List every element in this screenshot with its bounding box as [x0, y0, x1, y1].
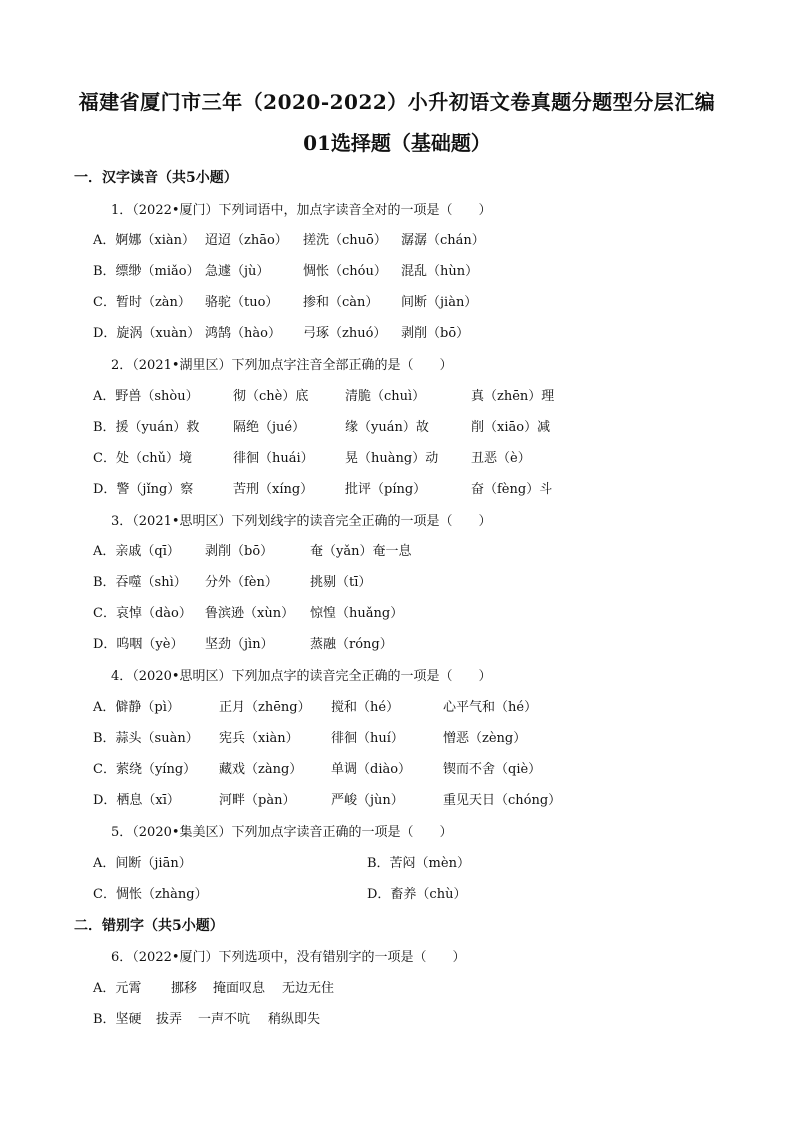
option-item: 搅和（hé）	[331, 700, 400, 715]
option-item: 削（xiāo）减	[471, 420, 551, 435]
option-item: 分外（fèn）	[205, 575, 278, 590]
document-subtitle: 01选择题（基础题）	[303, 131, 491, 155]
option-item: 徘徊（huái）	[233, 451, 314, 466]
option-item: C．暂时（zàn）	[93, 295, 191, 310]
option-item: B．缥缈（miǎo）	[93, 264, 200, 279]
option-item: 拔弄	[156, 1012, 183, 1027]
question-3: 3．（2021•思明区）下列划线字的读音完全正确的一项是（ ）	[111, 514, 492, 529]
option-item: 丑恶（è）	[471, 451, 531, 466]
section-heading-typos: 二．错别字（共5小题）	[74, 918, 224, 934]
option-item: 锲而不舍（qiè）	[443, 762, 542, 777]
q6-option-a	[93, 977, 753, 997]
question-6: 6．（2022•厦门）下列选项中，没有错别字的一项是（ ）	[111, 950, 466, 965]
option-item: D．警（jǐng）察	[93, 482, 194, 497]
q1-option-b	[93, 260, 753, 280]
option-item: D．旋涡（xuàn）	[93, 326, 201, 341]
q3-option-c	[93, 602, 753, 622]
option-item: C．惆怅（zhàng）	[93, 887, 208, 902]
option-item: D．畜养（chù）	[367, 887, 467, 902]
q4-option-c	[93, 758, 753, 778]
option-item: 掩面叹息	[213, 981, 266, 996]
option-item: 正月（zhēng）	[219, 700, 311, 715]
section-heading-pronunciation: 一．汉字读音（共5小题）	[74, 170, 238, 186]
question-5: 5．（2020•集美区）下列加点字读音正确的一项是（ ）	[111, 825, 453, 840]
option-item: 弓琢（zhuó）	[303, 326, 387, 341]
q3-option-d	[93, 633, 753, 653]
q2-option-d	[93, 478, 753, 498]
q5-options-ab	[93, 852, 753, 872]
option-item: 彻（chè）底	[233, 389, 309, 404]
q5-options-cd	[93, 883, 753, 903]
option-item: A．亲戚（qī）	[93, 544, 180, 559]
q1-option-d	[93, 322, 753, 342]
option-item: 清脆（chuì）	[345, 389, 426, 404]
option-item: 一声不吭	[198, 1012, 251, 1027]
option-item: B．援（yuán）救	[93, 420, 200, 435]
option-item: A．野兽（shòu）	[93, 389, 199, 404]
q6-option-b	[93, 1008, 753, 1028]
q3-option-b	[93, 571, 753, 591]
option-item: 潺潺（chán）	[401, 233, 485, 248]
option-item: 河畔（pàn）	[219, 793, 296, 808]
option-item: 宪兵（xiàn）	[219, 731, 299, 746]
option-item: 惊惶（huǎng）	[310, 606, 404, 621]
option-item: 坚劲（jìn）	[205, 637, 274, 652]
option-item: 心平气和（hé）	[443, 700, 538, 715]
q4-option-d	[93, 789, 753, 809]
option-item: 批评（píng）	[345, 482, 427, 497]
option-item: B．吞噬（shì）	[93, 575, 187, 590]
option-item: D．呜咽（yè）	[93, 637, 184, 652]
option-item: A．僻静（pì）	[93, 700, 180, 715]
q1-option-a	[93, 229, 753, 249]
question-1: 1．（2022•厦门）下列词语中，加点字读音全对的一项是（ ）	[111, 203, 492, 218]
q2-option-b	[93, 416, 753, 436]
option-item: 混乱（hùn）	[401, 264, 479, 279]
option-item: 剥削（bō）	[205, 544, 274, 559]
option-item: A．婀娜（xiàn）	[93, 233, 196, 248]
option-item: A．元霄	[93, 981, 142, 996]
option-item: B．坚硬	[93, 1012, 142, 1027]
option-item: 稍纵即失	[268, 1012, 321, 1027]
option-item: 徘徊（huí）	[331, 731, 404, 746]
q4-option-b	[93, 727, 753, 747]
option-item: 骆驼（tuo）	[205, 295, 279, 310]
option-item: 憎恶（zèng）	[443, 731, 527, 746]
option-item: 奋（fèng）斗	[471, 482, 553, 497]
option-item: D．栖息（xī）	[93, 793, 180, 808]
option-item: 惆怅（chóu）	[303, 264, 387, 279]
q3-option-a	[93, 540, 753, 560]
option-item: 缘（yuán）故	[345, 420, 429, 435]
document-title: 福建省厦门市三年（2020-2022）小升初语文卷真题分题型分层汇编	[78, 90, 716, 114]
option-item: 鸿鹄（hào）	[205, 326, 281, 341]
q2-option-c	[93, 447, 753, 467]
option-item: B．苦闷（mèn）	[367, 856, 470, 871]
option-item: 隔绝（jué）	[233, 420, 306, 435]
option-item: 急遽（jù）	[205, 264, 270, 279]
option-item: 掺和（càn）	[303, 295, 379, 310]
option-item: 严峻（jùn）	[331, 793, 404, 808]
question-2: 2．（2021•湖里区）下列加点字注音全部正确的是（ ）	[111, 358, 453, 373]
option-item: 挪移	[171, 981, 198, 996]
q2-option-a	[93, 385, 753, 405]
option-item: 无边无住	[282, 981, 335, 996]
q4-option-a	[93, 696, 753, 716]
option-item: A．间断（jiān）	[93, 856, 192, 871]
option-item: 蒸融（róng）	[310, 637, 393, 652]
option-item: 间断（jiàn）	[401, 295, 478, 310]
option-item: C．萦绕（yíng）	[93, 762, 197, 777]
option-item: 重见天日（chóng）	[443, 793, 562, 808]
option-item: 奄（yǎn）奄一息	[310, 544, 412, 559]
q1-option-c	[93, 291, 753, 311]
option-item: 单调（diào）	[331, 762, 412, 777]
option-item: 晃（huàng）动	[345, 451, 439, 466]
option-item: 搓洗（chuō）	[303, 233, 387, 248]
option-item: 真（zhēn）理	[471, 389, 555, 404]
option-item: C．处（chǔ）境	[93, 451, 192, 466]
option-item: 藏戏（zàng）	[219, 762, 303, 777]
option-item: 迢迢（zhāo）	[205, 233, 288, 248]
option-item: 鲁滨逊（xùn）	[205, 606, 295, 621]
option-item: 挑剔（tī）	[310, 575, 372, 590]
option-item: B．蒜头（suàn）	[93, 731, 199, 746]
option-item: 苦刑（xíng）	[233, 482, 314, 497]
option-item: 剥削（bō）	[401, 326, 470, 341]
question-4: 4．（2020•思明区）下列加点字的读音完全正确的一项是（ ）	[111, 669, 492, 684]
option-item: C．哀悼（dào）	[93, 606, 192, 621]
